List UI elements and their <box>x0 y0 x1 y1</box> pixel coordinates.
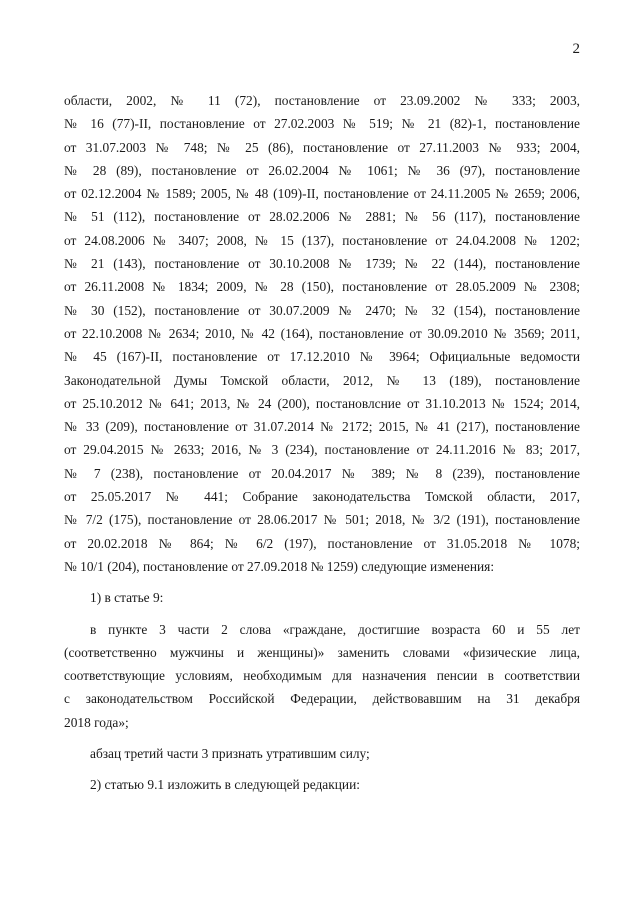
text-line: № 21 (143), постановление от 30.10.2008 № 1739; № 22 (144), постановление <box>64 256 580 272</box>
text-line: от 25.10.2012 № 641; 2013, № 24 (200), постановлсние от 31.10.2013 № 1524; 2014, <box>64 395 580 411</box>
text-line: в пункте 3 части 2 слова «граждане, достигшие возраста 60 и 55 лет <box>90 621 580 637</box>
text-line: № 33 (209), постановление от 31.07.2014 № 2172; 2015, № 41 (217), постановление <box>64 419 580 435</box>
text-line: от 24.08.2006 № 3407; 2008, № 15 (137), постановление от 24.04.2008 № 1202; <box>64 232 580 248</box>
text-line: (соответственно мужчины и женщины)» заменить словами «физические лица, <box>64 644 580 660</box>
text-line: от 02.12.2004 № 1589; 2005, № 48 (109)-II, постановление от 24.11.2005 № 2659; 2006, <box>64 186 580 202</box>
text-line: от 25.05.2017 № 441; Собрание законодательства Томской области, 2017, <box>64 489 580 505</box>
text-line: 1) в статье 9: <box>90 590 164 606</box>
text-line: № 45 (167)-II, постановление от 17.12.2010 № 3964; Официальные ведомости <box>64 349 580 365</box>
text-line: 2018 года»; <box>64 714 129 730</box>
text-line: № 10/1 (204), постановление от 27.09.2018 № 1259) следующие изменения: <box>64 558 495 574</box>
text-line: № 7 (238), постановление от 20.04.2017 № 389; № 8 (239), постановление <box>64 465 580 481</box>
text-line: № 7/2 (175), постановление от 28.06.2017 № 501; 2018, № 3/2 (191), постановление <box>64 512 580 528</box>
text-line: от 26.11.2008 № 1834; 2009, № 28 (150), постановление от 28.05.2009 № 2308; <box>64 279 580 295</box>
text-line: № 28 (89), постановление от 26.02.2004 № 1061; № 36 (97), постановление <box>64 162 580 178</box>
text-line: от 20.02.2018 № 864; № 6/2 (197), постановление от 31.05.2018 № 1078; <box>64 535 580 551</box>
text-line: № 51 (112), постановление от 28.02.2006 № 2881; № 56 (117), постановление <box>64 209 580 225</box>
text-line: Законодательной Думы Томской области, 2012, № 13 (189), постановление <box>64 372 580 388</box>
document-body <box>64 89 580 797</box>
text-line: соответствующие условиям, необходимым для назначения пенсии в соответствии <box>64 668 580 684</box>
text-line: области, 2002, № 11 (72), постановление от 23.09.2002 № 333; 2003, <box>64 93 580 108</box>
text-line: от 31.07.2003 № 748; № 25 (86), постановление от 27.11.2003 № 933; 2004, <box>64 139 580 155</box>
text-line: абзац третий части 3 признать утратившим силу; <box>90 746 370 762</box>
text-line: с законодательством Российской Федерации, действовавшим на 31 декабря <box>64 691 580 707</box>
text-line: от 29.04.2015 № 2633; 2016, № 3 (234), постановление от 24.11.2016 № 83; 2017, <box>64 442 580 458</box>
text-line: 2) статью 9.1 изложить в следующей редакции: <box>90 777 360 793</box>
text-line: от 22.10.2008 № 2634; 2010, № 42 (164), постановление от 30.09.2010 № 3569; 2011, <box>64 325 580 341</box>
text-line: № 16 (77)-II, постановление от 27.02.2003 № 519; № 21 (82)-1, постановление <box>64 116 580 132</box>
text-line: № 30 (152), постановление от 30.07.2009 № 2470; № 32 (154), постановление <box>64 302 580 318</box>
page-number: 2 <box>572 41 580 57</box>
